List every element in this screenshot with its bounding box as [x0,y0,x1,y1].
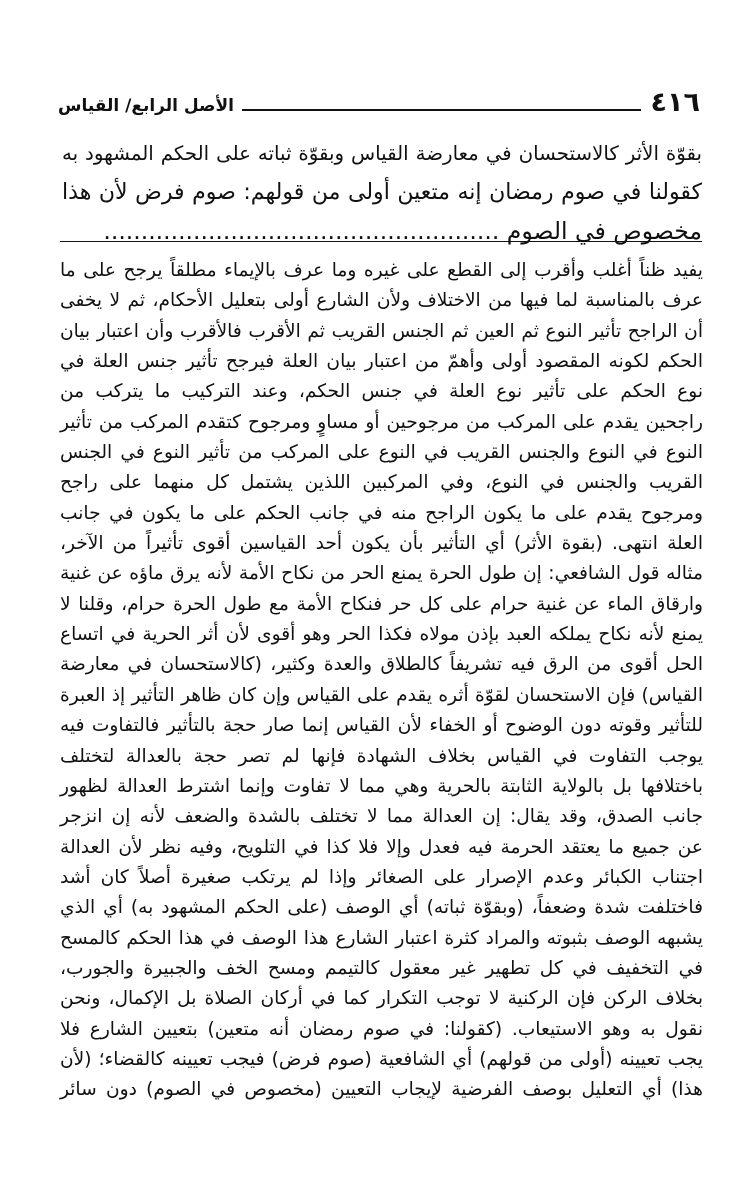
commentary-line: راجحين يقدم على المركب من مرجوحين أو مساوٍ ومرجوح كتقدم المركب من تأثير [60,411,703,433]
commentary-line: أن الراجح تأثير النوع ثم العين ثم الجنس القريب ثم الأقرب فالأقرب وأن اعتبار بيان [60,320,703,342]
matn-line [62,212,702,251]
commentary-line: يجب تعيينه (أولى من قولهم) أي الشافعية (صوم فرض) فيجب تعيينه كالقضاء؛ (لأن [60,1048,703,1070]
commentary-line: القريب والجنس في النوع، وفي المركبين اللذين يشتمل كل منهما على راجح [60,472,703,494]
running-title: الأصل الرابع/ القياس [58,96,234,116]
matn-line: بقوّة الأثر كالاستحسان في معارضة القياس وبقوّة ثباته على الحكم المشهود به [62,142,702,165]
matn-line-text: مخصوص في الصوم [506,217,702,245]
commentary-line: بخلاف الركن فإن الركنية لا توجب التكرار كما في أركان الصلاة بل الإكمال، ونحن [60,988,703,1010]
commentary-line: النوع في النوع والجنس القريب في النوع على المركب من تأثير النوع في الجنس [60,442,703,464]
commentary-text [60,256,703,1106]
commentary-line: هذا) أي التعليل بوصف الفرضية لإيجاب التعيين (مخصوص في الصوم) دون سائر [60,1079,703,1101]
commentary-line: القياس) فإن الاستحسان لقوّة أثره يقدم على القياس وإن كان ظاهر التأثير إذ العبرة [60,684,703,706]
matn-text [62,134,702,251]
commentary-line: يشبهه الوصف بثبوته والمراد كثرة اعتبار الشارع هذا الوصف في هذا الحكم كالمسح [60,927,703,949]
commentary-line: الحكم لكونه المقصود أولى وأهمّ من اعتبار بيان العلة فيرجح تأثير جنس العلة في [60,351,703,373]
commentary-line: اجتناب الكبائر وعدم الإصرار على الصغائر وإذا لم يرتكب صغيرة أصلاً كان أشد [60,866,703,888]
matn-dots: ..................................................... [103,217,500,245]
commentary-line: يفيد ظناً أغلب وأقرب إلى القطع على غيره وما عرف بالإيماء مطلقاً يرجح على ما [60,260,703,281]
commentary-line: العلة انتهى. (بقوة الأثر) أي التأثير بأن يكون أحد القياسين أقوى تأثيراً من الآخر، [60,533,703,555]
commentary-line: مثاله قول الشافعي: إن طول الحرة يمنع الحر من نكاح الأمة لأنه يرق ماؤه عن غنية [60,563,703,585]
commentary-line: نوع الحكم على تأثير نوع العلة في جنس الحكم، وعند التركيب ما يتركب من [60,381,703,403]
commentary-line: نقول به وهو الاستيعاب. (كقولنا: في صوم رمضان أنه متعين) بتعيين الشارع فلا [60,1018,703,1040]
header-rule [242,109,641,111]
commentary-line: عن جميع ما يعتقد الحرمة فيه فعدل وإلا فلا كذا في التلويح، وفيه نظر لأن العدالة [60,836,703,858]
page-number: ٤١٦ [650,87,700,118]
commentary-line: فاختلفت شدة وضعفاً، (وبقوّة ثباته) أي الوصف (على الحكم المشهود به) أي الذي [60,897,703,919]
commentary-line: باختلافها بل بالولاية الثابتة بالحرية وهي مما لا تفاوت وإنما اشترط العدالة لظهور [60,775,703,797]
matn-line: كقولنا في صوم رمضان إنه متعين أولى من قولهم: صوم فرض لأن هذا [62,180,702,205]
commentary-line: يمنع لأنه نكاح يملكه العبد بإذن مولاه فكذا الحر وهو أقوى لأن أثر الحرية في اتساع [60,624,703,646]
page-header [58,84,700,118]
commentary-line: جانب الصدق، وقد يقال: إن العدالة مما لا تختلف بالشدة والضعف لأنه إن انزجر [60,806,703,828]
commentary-divider [60,241,702,242]
commentary-line: الحل أقوى من الرق فيه تشريفاً كالطلاق والعدة وكثير، (كالاستحسان في معارضة [60,654,703,676]
commentary-line: ومرجوح يقدم على ما يكون الراجح منه في جانب الحكم على ما يكون في جانب [60,502,703,524]
commentary-line: وارقاق الماء عن غنية حرام على كل حر فنكاح الأمة مع طول الحرة حرام، وقلنا لا [60,593,703,615]
commentary-line: يوجب التفاوت في القياس بخلاف الشهادة فإنها لم تصر حجة بالعدالة لتختلف [60,745,703,767]
commentary-line: في التخفيف في كل تطهير غير معقول كالتيمم ومسح الخف والجبيرة والجورب، [60,957,703,979]
commentary-line: للتأثير وقوته دون الوضوح أو الخفاء لأن القياس إنما صار حجة بالتأثير فالتفاوت فيه [60,715,703,737]
commentary-line: عرف بالمناسبة لما فيها من الاختلاف ولأن الشارع أولى بتعليل الأحكام، ثم لا يخفى [60,290,703,312]
